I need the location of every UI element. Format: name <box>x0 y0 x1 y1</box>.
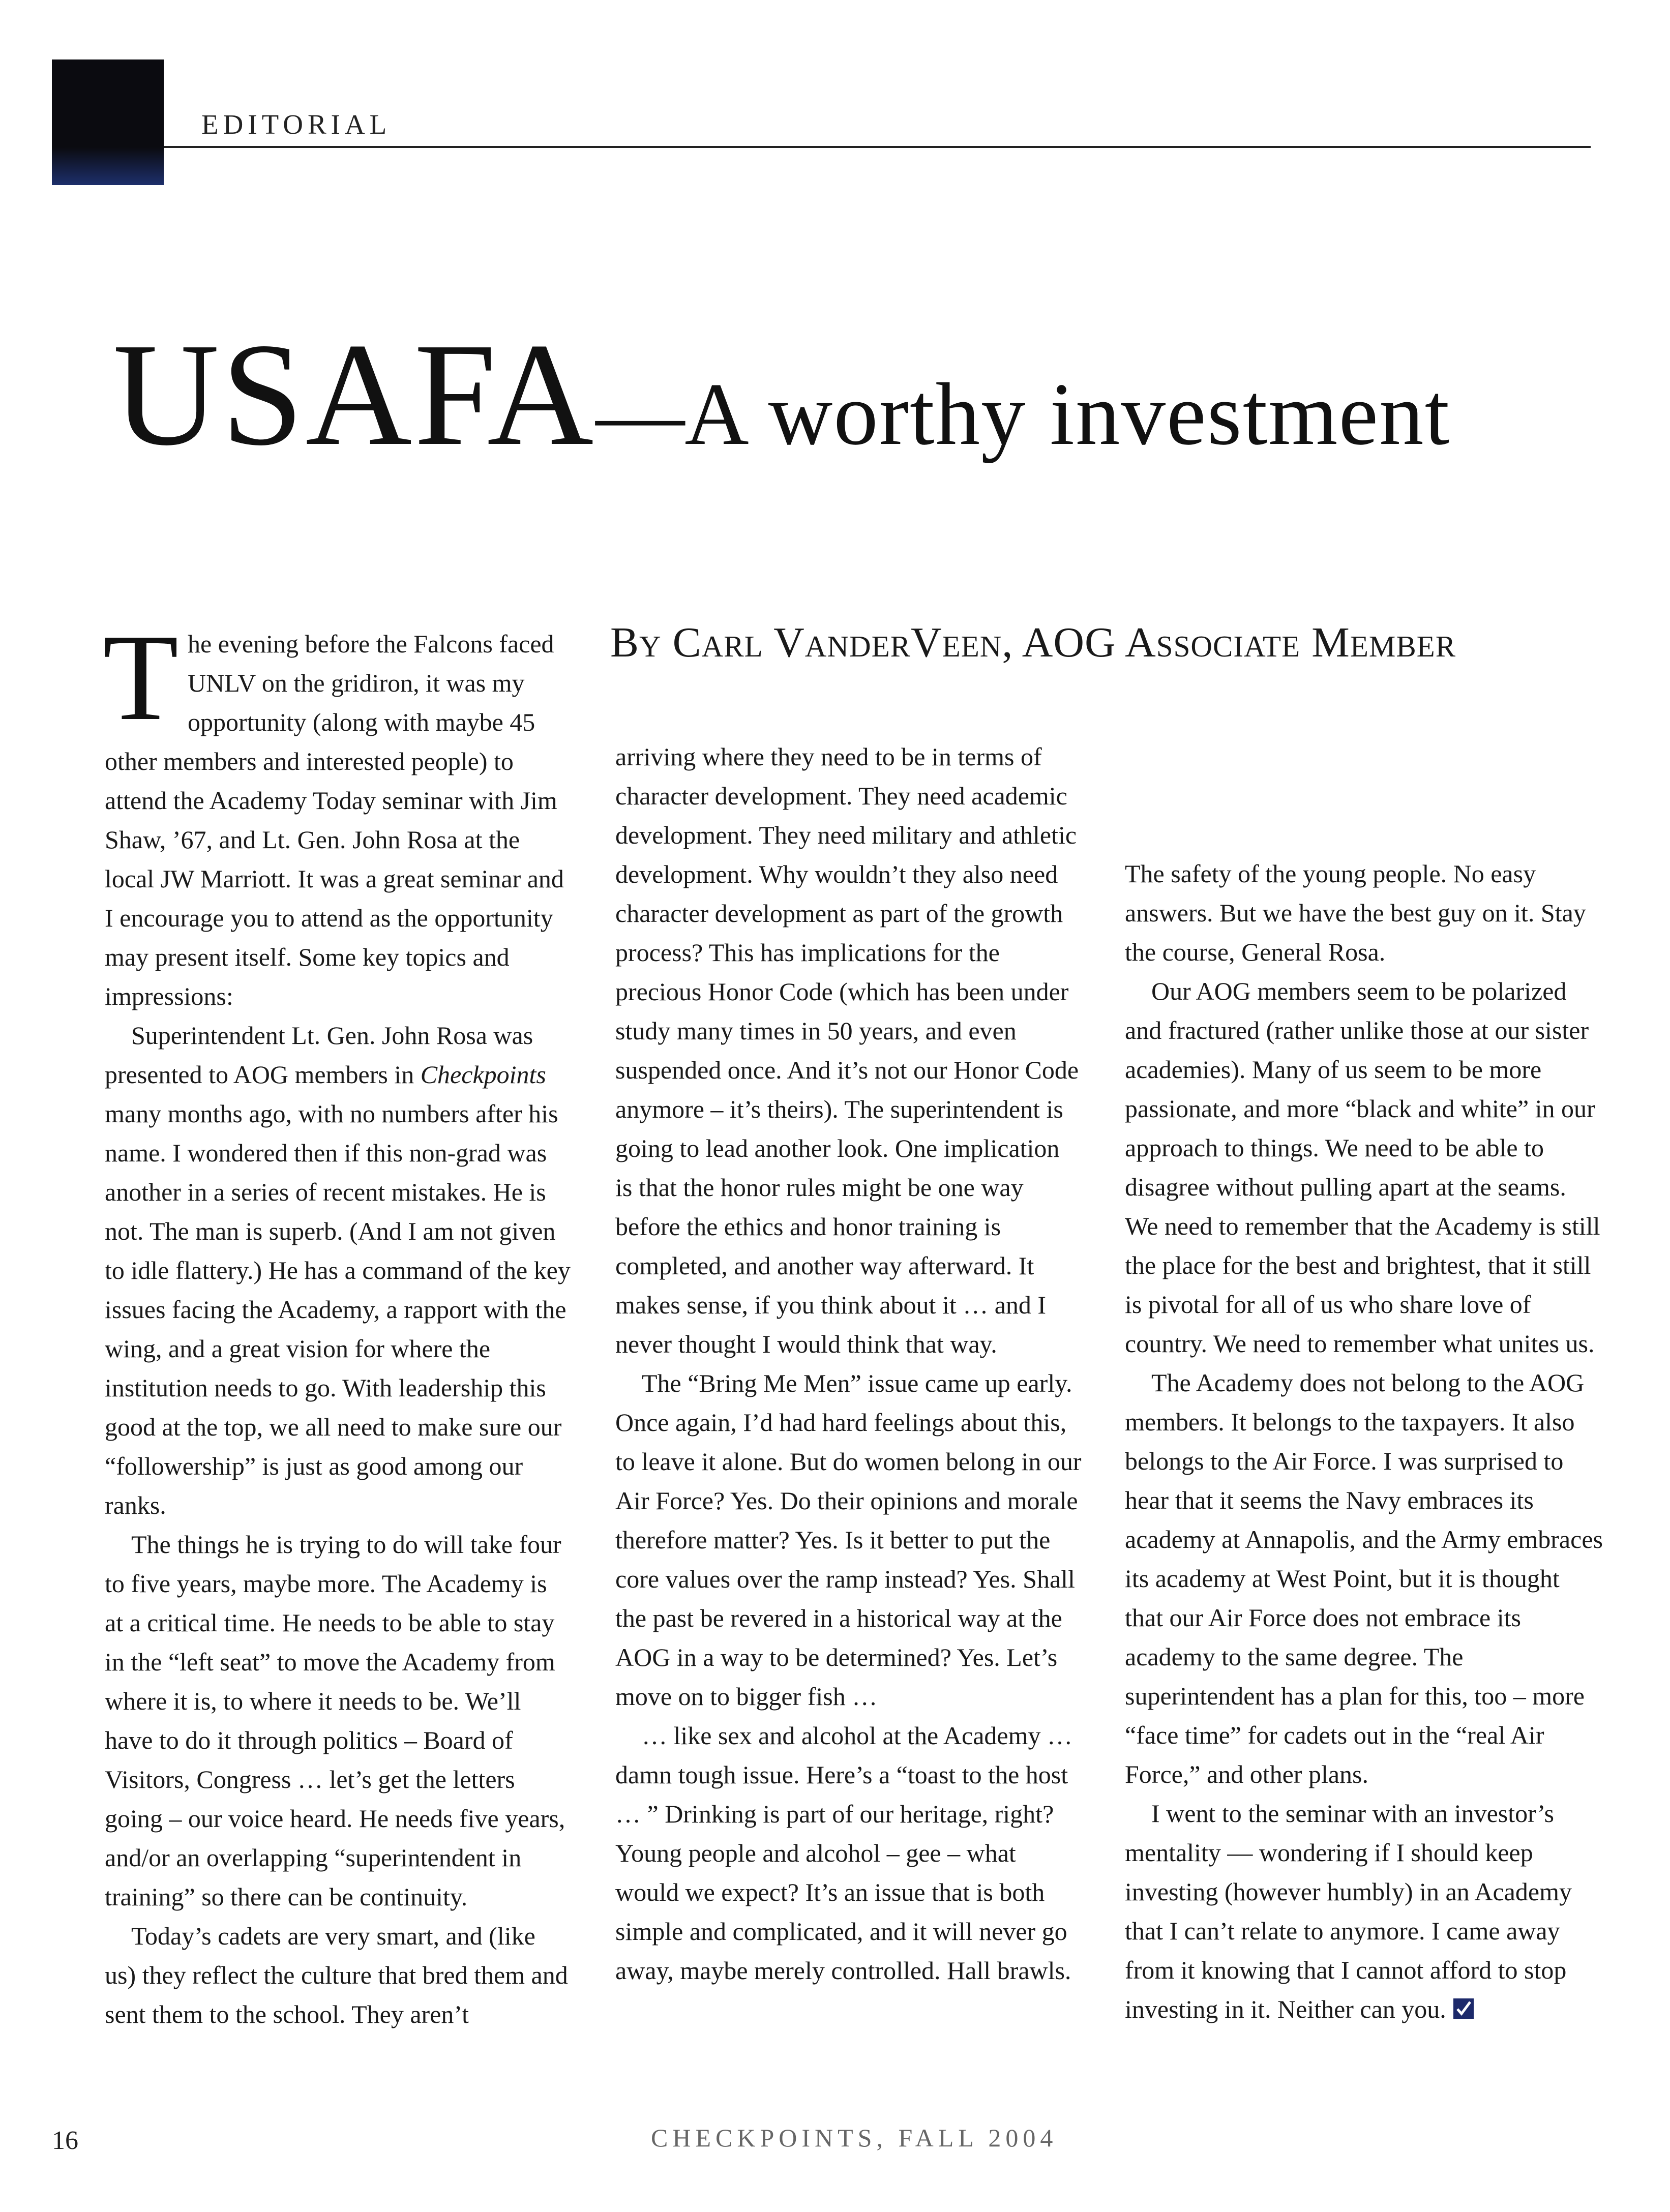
checkbox-check-icon <box>1453 1998 1474 2019</box>
publication-name-italic: Checkpoints <box>420 1060 546 1089</box>
article-column-1 <box>103 609 572 2034</box>
paragraph: … like sex and alcohol at the Academy … damn tough issue. Here’s a “toast to the host … ” Drinking is part of our heritage, right? Young people and alcohol – gee – what would we expect? It’s an issue that is both simple and complicated, and it will never go away, maybe merely controlled. Hall brawls. <box>615 1721 1072 1985</box>
paragraph: The safety of the young people. No easy answers. But we have the best guy on it. Stay the course, General Rosa. <box>1125 859 1586 966</box>
paragraph: Today’s cadets are very smart, and (like us) they reflect the culture that bred them and sent them to the school. They aren’t <box>105 1922 568 2028</box>
paragraph <box>105 1016 572 1525</box>
paragraph: The “Bring Me Men” issue came up early. Once again, I’d had hard feelings about this, to leave it alone. But do women belong in our Air Force? Yes. Do their opinions and morale therefore matter? Yes. Is it better to put the core values over the ramp instead? Yes. Shall the past be revered in a historical way at the AOG in a way to be determined? Yes. Let’s move on to bigger fish … <box>615 1369 1082 1711</box>
section-label: EDITORIAL <box>201 109 392 140</box>
drop-cap: T <box>103 609 179 746</box>
paragraph: The Academy does not belong to the AOG members. It belongs to the taxpayers. It also belongs to the Air Force. I was surprised to hear that it seems the Navy embraces its academy at Annapolis, and the Army embraces its academy at West Point, but it is thought that our Air Force does not embrace its academy to the same degree. The superintendent has a plan for this, too – more “face time” for cadets out in the “real Air Force,” and other plans. <box>1125 1368 1603 1788</box>
paragraph: Our AOG members seem to be polarized and fractured (rather unlike those at our sister academies). Many of us seem to be more passionate, and more “black and white” in our approach to things. We need to be able to disagree without pulling apart at the seams. We need to remember that the Academy is still the place for the best and brightest, that it still is pivotal for all of us who share love of country. We need to remember what unites us. <box>1125 977 1600 1358</box>
byline: By Carl VanderVeen, AOG Associate Member <box>610 619 1456 666</box>
article-column-2 <box>615 737 1082 1990</box>
article-column-3 <box>1125 854 1603 2029</box>
title-dash: — <box>595 365 685 464</box>
paragraph-text: he evening before the Falcons faced UNLV on the gridiron, it was my opportunity (along with maybe 45 other members and interested people) to attend the Academy Today seminar with Jim Shaw, ’67, and Lt. Gen. John Rosa at the local JW Marriott. It was a great seminar and I encourage you to attend as the opportunity may present itself. Some key topics and impressions: <box>105 630 564 1010</box>
paragraph: arriving where they need to be in terms of character development. They need academic development. They need military and athletic development. Why wouldn’t they also need character development as part of the growth process? This has implications for the precious Honor Code (which has been under study many times in 50 years, and even suspended once. And it’s not our Honor Code anymore – it’s theirs). The superintendent is going to lead another look. One implication is that the honor rules might be one way before the ethics and honor training is completed, and another way afterward. It makes sense, if you think about it … and I never thought I would think that way. <box>615 742 1079 1358</box>
header-rule <box>164 146 1591 148</box>
page-number: 16 <box>52 2126 78 2155</box>
title-main: USAFA <box>113 313 596 476</box>
publication-footer: CHECKPOINTS, FALL 2004 <box>651 2124 1058 2152</box>
paragraph: The things he is trying to do will take four to five years, maybe more. The Academy is at a critical time. He needs to be able to stay in the “left seat” to move the Academy from where it is, to where it needs to be. We’ll have to do it through politics – Board of Visitors, Congress … let’s get the letters going – our voice heard. He needs five years, and/or an overlapping “superintendent in training” so there can be continuity. <box>105 1530 565 1911</box>
title-subtitle: A worthy investment <box>684 365 1451 464</box>
decorative-corner-block <box>52 59 164 185</box>
paragraph <box>103 609 572 1016</box>
article-title <box>113 313 1451 476</box>
paragraph-text: I went to the seminar with an investor’s mentality — wondering if I should keep investing (however humbly) in an Academy that I can’t relate to anymore. I came away from it knowing that I cannot afford to stop investing in it. Neither can you. <box>1125 1799 1572 2023</box>
paragraph-text: Superintendent Lt. Gen. John Rosa was presented to AOG members in <box>105 1021 533 1089</box>
paragraph <box>1125 1794 1603 2029</box>
paragraph-text: many months ago, with no numbers after his name. I wondered then if this non-grad was another in a series of recent mistakes. He is not. The man is superb. (And I am not given to idle flattery.) He has a command of the key issues facing the Academy, a rapport with the wing, and a great vision for where the institution needs to go. With leadership this good at the top, we all need to make sure our “followership” is just as good among our ranks. <box>105 1099 571 1519</box>
